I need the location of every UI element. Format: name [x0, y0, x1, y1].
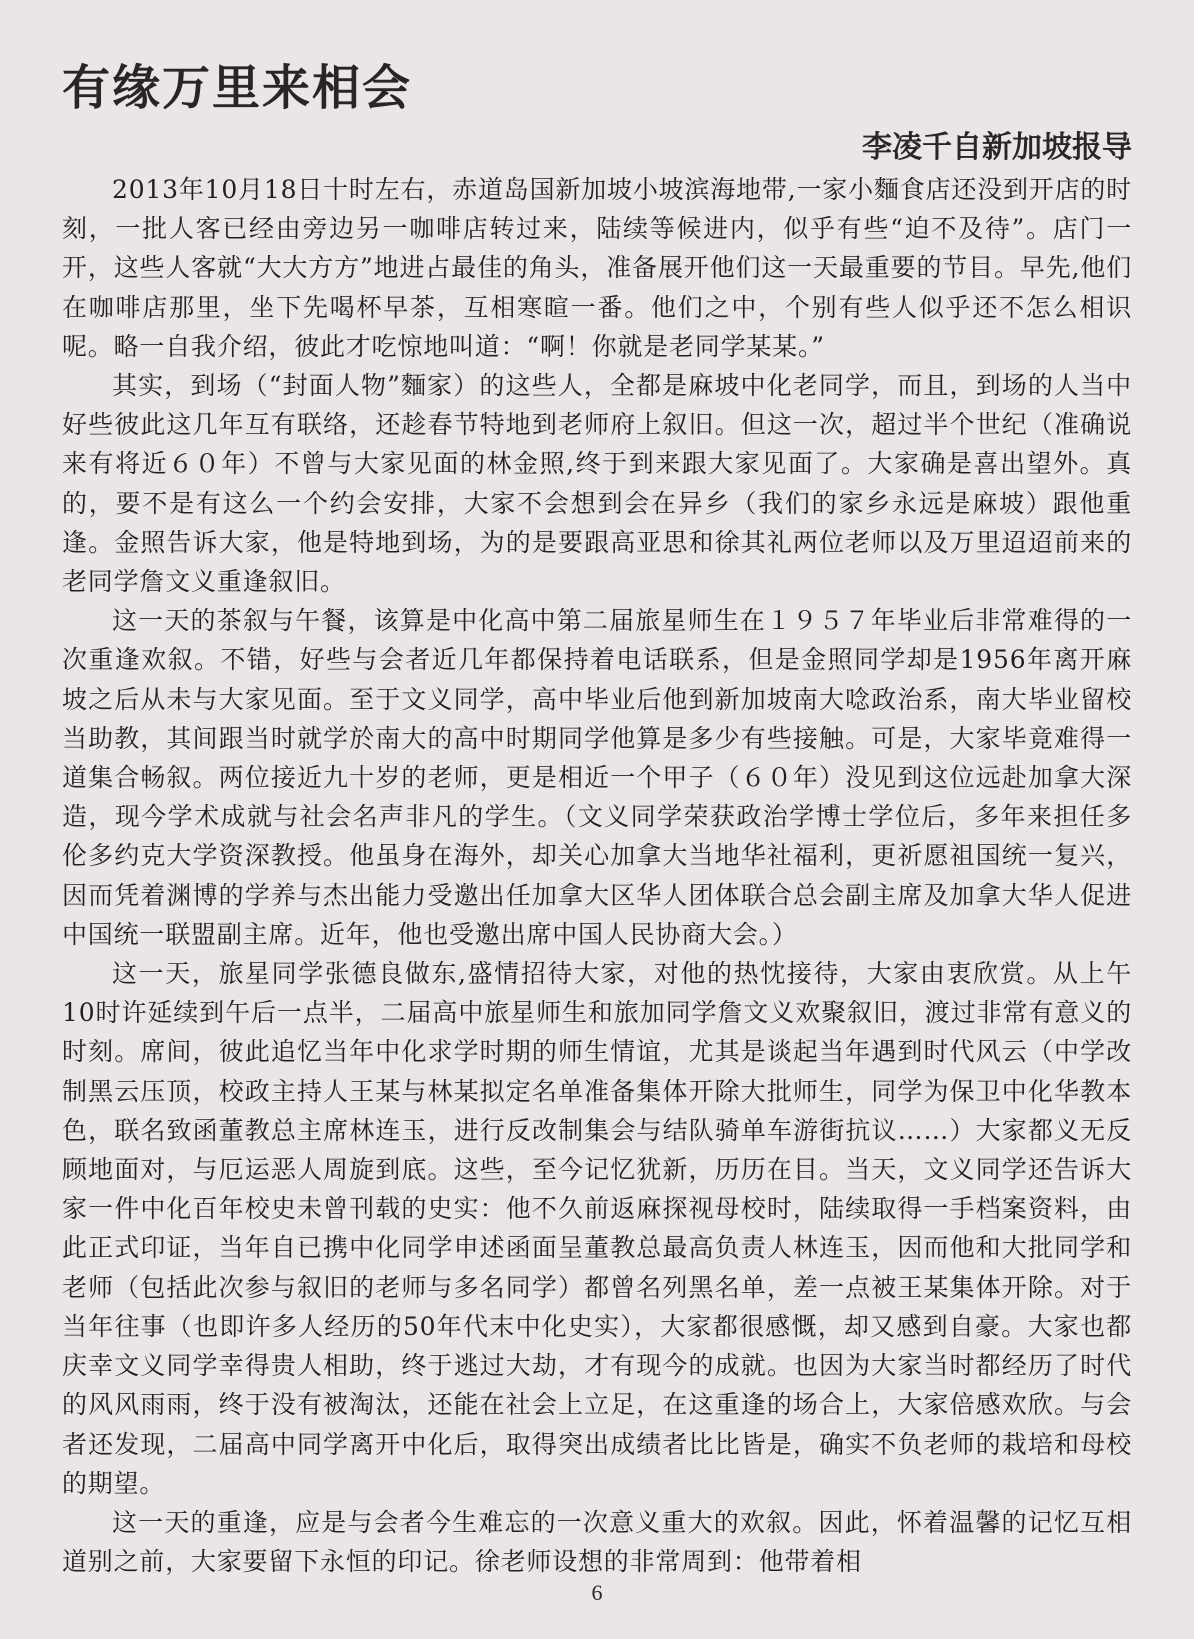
- article-title: 有缘万里来相会: [62, 60, 413, 116]
- page-number: 6: [591, 1580, 603, 1605]
- article-paragraph: 这一天，旅星同学张德良做东,盛情招待大家，对他的热忱接待，大家由衷欣赏。从上午10时许延续到午后一点半，二届高中旅星师生和旅加同学詹文义欢聚叙旧，渡过非常有意义的时刻。席间，彼此追忆当年中化求学时期的师生情谊，尤其是谈起当年遇到时代风云（中学改制黑云压顶，校政主持人王某与林某拟定名单准备集体开除大批师生，同学为保卫中化华教本色，联名致函董教总主席林连玉，进行反改制集会与结队骑单车游街抗议……）大家都义无反顾地面对，与厄运恶人周旋到底。这些，至今记忆犹新，历历在目。当天，文义同学还告诉大家一件中化百年校史未曾刊载的史实：他不久前返麻探视母校时，陆续取得一手档案资料，由此正式印证，当年自已携中化同学申述函面呈董教总最高负责人林连玉，因而他和大批同学和老师（包括此次参与叙旧的老师与多名同学）都曾名列黑名单，差一点被王某集体开除。对于当年往事（也即许多人经历的50年代末中化史实），大家都很感慨，却又感到自豪。大家也都庆幸文义同学幸得贵人相助，终于逃过大劫，才有现今的成就。也因为大家当时都经历了时代的风风雨雨，终于没有被淘汰，还能在社会上立足，在这重逢的场合上，大家倍感欢欣。与会者还发现，二届高中同学离开中化后，取得突出成绩者比比皆是，确实不负老师的栽培和母校的期望。: [62, 959, 1132, 1498]
- article-paragraph: 这一天的重逢，应是与会者今生难忘的一次意义重大的欢叙。因此，怀着温馨的记忆互相道别之前，大家要留下永恒的印记。徐老师设想的非常周到：他带着相: [62, 1507, 1132, 1577]
- article-body: [62, 170, 1132, 1581]
- article-byline: 李凌千自新加坡报导: [862, 130, 1132, 165]
- article-paragraph: 其实，到场（“封面人物”麵家）的这些人，全都是麻坡中化老同学，而且，到场的人当中好些彼此这几年互有联络，还趁春节特地到老师府上叙旧。但这一次，超过半个世纪（准确说来有将近６０年）不曾与大家见面的林金照,终于到来跟大家见面了。大家确是喜出望外。真的，要不是有这么一个约会安排，大家不会想到会在异乡（我们的家乡永远是麻坡）跟他重逢。金照告诉大家，他是特地到场，为的是要跟高亚思和徐其礼两位老师以及万里迢迢前来的老同学詹文义重逢叙旧。: [62, 371, 1132, 597]
- article-paragraph: 2013年10月18日十时左右，赤道岛国新加坡小坡滨海地带,一家小麵食店还没到开店的时刻，一批人客已经由旁边另一咖啡店转过来，陆续等候进内，似乎有些“迫不及待”。店门一开，这些人客就“大大方方”地进占最佳的角头，准备展开他们这一天最重要的节目。早先,他们在咖啡店那里，坐下先喝杯早茶，互相寒暄一番。他们之中，个别有些人似乎还不怎么相识呢。略一自我介绍，彼此才吃惊地叫道：“啊！你就是老同学某某。”: [62, 175, 1132, 361]
- article-paragraph: 这一天的茶叙与午餐，该算是中化高中第二届旅星师生在１９５７年毕业后非常难得的一次重逢欢叙。不错，好些与会者近几年都保持着电话联系，但是金照同学却是1956年离开麻坡之后从未与大家见面。至于文义同学，高中毕业后他到新加坡南大唸政治系，南大毕业留校当助教，其间跟当时就学於南大的高中时期同学他算是多少有些接触。可是，大家毕竟难得一道集合畅叙。两位接近九十岁的老师，更是相近一个甲子（６０年）没见到这位远赴加拿大深造，现今学术成就与社会名声非凡的学生。（文义同学荣获政治学博士学位后，多年来担任多伦多约克大学资深教授。他虽身在海外，却关心加拿大当地华社福利，更祈愿祖国统一复兴，因而凭着渊博的学养与杰出能力受邀出任加拿大区华人团体联合总会副主席及加拿大华人促进中国统一联盟副主席。近年，他也受邀出席中国人民协商大会。）: [62, 606, 1132, 949]
